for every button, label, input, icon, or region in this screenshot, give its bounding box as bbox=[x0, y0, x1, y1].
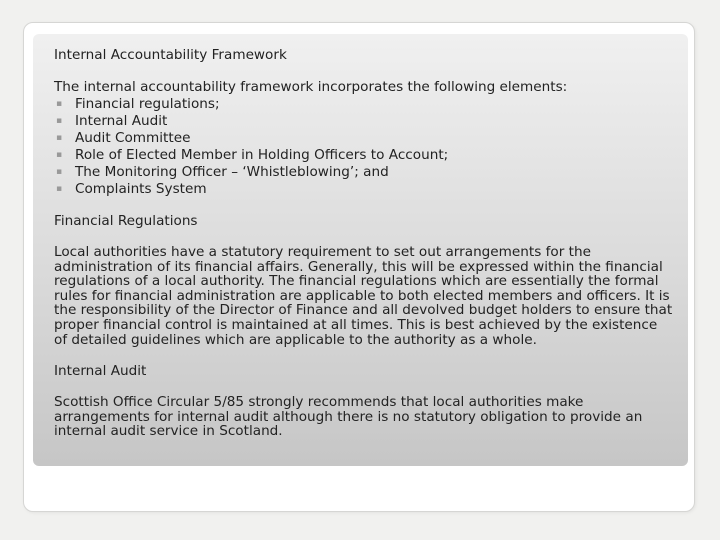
list-item bbox=[54, 130, 668, 147]
financial-regulations-heading: Financial Regulations bbox=[54, 213, 198, 229]
square-bullet-icon: ▪ bbox=[56, 150, 63, 160]
list-item bbox=[54, 181, 668, 198]
financial-regulations-paragraph: Local authorities have a statutory requirement to set out arrangements for the administration of its financial affairs. Generally, this will be expressed within the financial regulations of a local authority. The financial regulations which are essentially the formal rules for financial administration are applicable to both elected members and officers. It is the responsibility of the Director of Finance and all devolved budget holders to ensure that proper financial control is maintained at all times. This is best achieved by the existence of detailed guidelines which are applicable to the authority as a whole. bbox=[54, 244, 673, 348]
list-item-label: The Monitoring Officer – ‘Whistleblowing’; and bbox=[75, 164, 389, 180]
square-bullet-icon: ▪ bbox=[56, 116, 63, 126]
list-item bbox=[54, 96, 668, 113]
intro-text: The internal accountability framework incorporates the following elements: bbox=[54, 79, 568, 95]
list-item-label: Internal Audit bbox=[75, 113, 168, 129]
elements-list bbox=[54, 96, 668, 198]
square-bullet-icon: ▪ bbox=[56, 167, 63, 177]
internal-audit-paragraph: Scottish Office Circular 5/85 strongly recommends that local authorities make arrangements for internal audit although there is no statutory obligation to provide an internal audit service in Scotland. bbox=[54, 394, 643, 440]
list-item-label: Complaints System bbox=[75, 181, 207, 197]
square-bullet-icon: ▪ bbox=[56, 133, 63, 143]
square-bullet-icon: ▪ bbox=[56, 99, 63, 109]
page-title: Internal Accountability Framework bbox=[54, 47, 287, 63]
content-panel bbox=[33, 34, 688, 466]
list-item-label: Financial regulations; bbox=[75, 96, 220, 112]
internal-audit-heading: Internal Audit bbox=[54, 363, 147, 380]
square-bullet-icon: ▪ bbox=[56, 184, 63, 194]
list-item-label: Role of Elected Member in Holding Officers to Account; bbox=[75, 147, 449, 163]
list-item bbox=[54, 113, 668, 130]
list-item bbox=[54, 164, 668, 181]
list-item bbox=[54, 147, 668, 164]
list-item-label: Audit Committee bbox=[75, 130, 191, 146]
